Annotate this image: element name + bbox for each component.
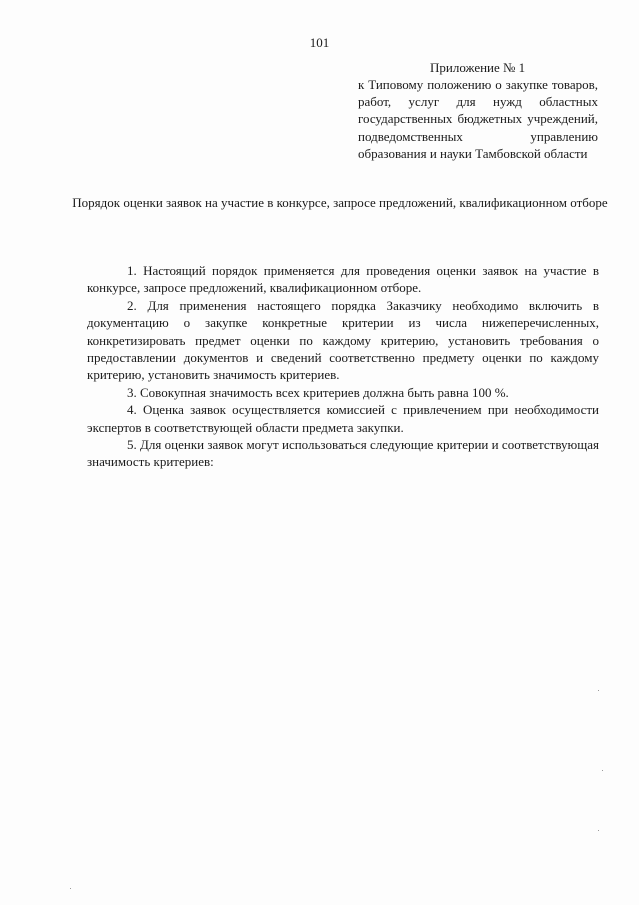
document-body	[87, 262, 599, 471]
paragraph-1: 1. Настоящий порядок применяется для проведения оценки заявок на участие в конкурсе, запросе предложений, квалификационном отборе.	[87, 263, 599, 296]
document-title: Порядок оценки заявок на участие в конкурсе, запросе предложений, квалификационном отборе	[72, 195, 608, 210]
paragraph-2: 2. Для применения настоящего порядка Заказчику необходимо включить в документацию о закупке конкретные критерии из числа нижеперечисленных, конкретизировать предмет оценки по каждому критерию, установить требования о предоставлении документов и сведений соответственно предмету оценки по каждому критерию, установить значимость критериев.	[87, 297, 599, 383]
paragraph-3: 3. Совокупная значимость всех критериев должна быть равна 100 %.	[127, 384, 509, 400]
appendix-heading: Приложение № 1	[430, 60, 526, 75]
scan-speck	[602, 770, 603, 771]
scan-speck	[70, 888, 71, 889]
appendix-note: к Типовому положению о закупке товаров, работ, услуг для нужд областных государственных бюджетных учреждений, подведомственных управлению образования и науки Тамбовской области	[358, 77, 598, 161]
paragraph-5: 5. Для оценки заявок могут использоваться следующие критерии и соответствующая значимость критериев:	[87, 437, 599, 470]
scan-speck	[598, 830, 599, 831]
scan-speck	[598, 690, 599, 691]
page-number: 101	[309, 35, 330, 50]
paragraph-4: 4. Оценка заявок осуществляется комиссией с привлечением при необходимости экспертов в соответствующей области предмета закупки.	[87, 402, 599, 435]
